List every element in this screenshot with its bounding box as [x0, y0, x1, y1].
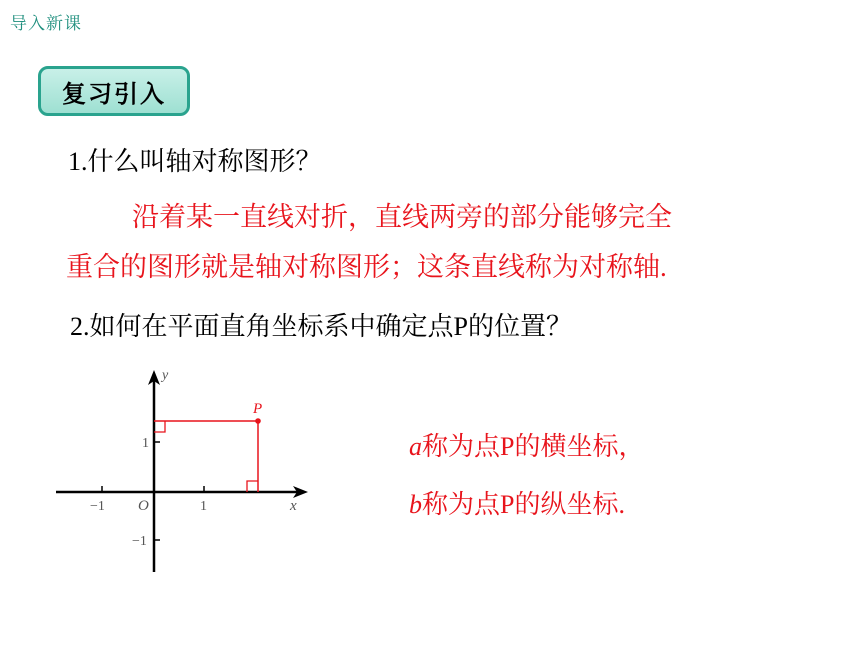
answer-1-line-2: [66, 245, 667, 284]
x-tick-label-1: 1: [200, 499, 207, 514]
answer-1-line-1: 沿着某一直线对折，直线两旁的部分能够完全: [132, 202, 672, 233]
question-2-point: P: [453, 312, 468, 341]
caption-b-point: P: [500, 490, 515, 519]
caption-a: [409, 426, 645, 463]
caption-a-text-a: 称为点: [422, 432, 501, 462]
x-axis-label: x: [290, 498, 297, 514]
right-angle-mark-y: [154, 421, 165, 432]
question-2-number: 2.: [70, 312, 90, 341]
caption-b-text-a: 称为点: [422, 490, 501, 520]
origin-label: O: [138, 498, 149, 514]
question-2-text-a: 如何在平面直角坐标系中确定点: [89, 312, 454, 342]
caption-b-period: .: [618, 490, 625, 519]
question-1-text: 什么叫轴对称图形？: [87, 147, 322, 177]
caption-a-text-b: 的横坐标，: [514, 432, 645, 462]
question-1-number: 1.: [68, 147, 88, 176]
answer-1-line-2-text: 重合的图形就是轴对称图形；这条直线称为对称轴: [66, 252, 660, 283]
question-2-text-b: 的位置？: [467, 312, 572, 342]
answer-1-period: .: [660, 252, 667, 282]
caption-a-var: a: [409, 432, 422, 461]
question-1: [68, 141, 322, 178]
review-intro-tag: 复习引入: [38, 66, 190, 116]
point-p-dot: [255, 418, 261, 424]
section-label: 导入新课: [10, 14, 82, 34]
coordinate-plane-figure: [50, 362, 320, 577]
question-2: [70, 306, 572, 343]
caption-b: [409, 484, 625, 521]
y-tick-label-1: 1: [142, 436, 149, 451]
x-tick-label-neg1: −1: [90, 499, 105, 514]
caption-a-point: P: [500, 432, 515, 461]
point-p-label: P: [253, 401, 263, 417]
caption-b-var: b: [409, 490, 422, 519]
right-angle-mark-x: [247, 481, 258, 492]
caption-b-text-b: 的纵坐标: [514, 490, 619, 520]
y-axis-label: y: [162, 368, 169, 383]
y-tick-label-neg1: −1: [132, 534, 147, 549]
